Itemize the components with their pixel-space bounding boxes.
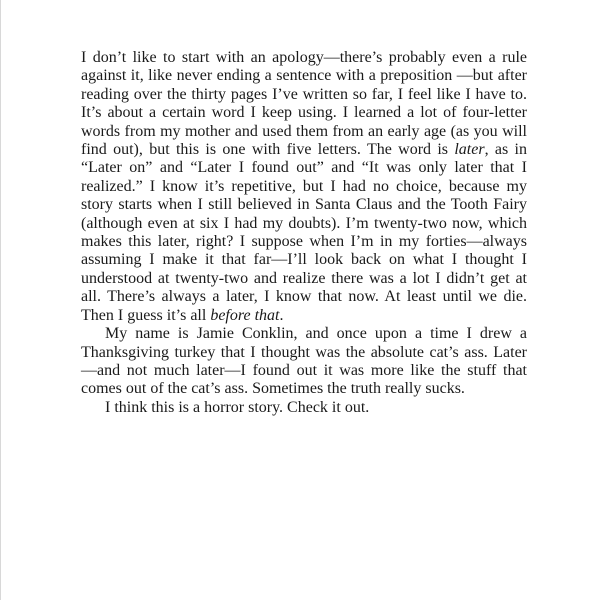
text-line — [81, 215, 527, 233]
text-line — [81, 344, 527, 362]
text-segment: , as in — [484, 141, 528, 159]
text-line — [81, 49, 527, 67]
body-text — [81, 49, 527, 417]
text-line — [81, 159, 527, 177]
text-segment: I don’t like to start with an apology—there’s probably even a rule — [81, 49, 527, 66]
text-line — [81, 307, 527, 325]
text-segment: It’s about a certain word I keep using. I learned a lot of four-letter — [81, 104, 527, 122]
text-line — [81, 67, 527, 85]
text-segment: I think this is a horror story. Check it out. — [105, 398, 370, 416]
text-line — [81, 380, 527, 398]
text-segment: Thanksgiving turkey that I thought was the absolute cat’s ass. Later — [81, 343, 527, 361]
text-segment: reading over the thirty pages I’ve written so far, I feel like I have to. — [81, 85, 527, 103]
text-segment: all. There’s always a later, I know that now. At least until we die. — [81, 288, 527, 306]
text-line — [81, 288, 527, 306]
text-line — [81, 178, 527, 196]
text-segment: Then I guess it’s all — [81, 306, 211, 324]
text-segment: story starts when I still believed in Santa Claus and the Tooth Fairy — [81, 196, 527, 214]
text-segment: makes this later, right? I suppose when I’m in my forties—always — [81, 233, 527, 251]
text-line — [81, 123, 527, 141]
text-segment: find out), but this is one with five letters. The word is — [81, 141, 455, 159]
text-segment: —and not much later—I found out it was more like the stuff that — [81, 361, 527, 379]
text-line — [81, 399, 527, 417]
text-segment: words from my mother and used them from an early age (as you will — [81, 122, 527, 140]
text-segment: “Later on” and “Later I found out” and “It was only later that I — [81, 159, 527, 177]
text-segment: assuming I make it that far—I’ll look back on what I thought I — [81, 251, 527, 269]
text-line — [81, 104, 527, 122]
text-segment: realized.” I know it’s repetitive, but I had no choice, because my — [81, 177, 527, 195]
text-line — [81, 86, 527, 104]
text-line — [81, 325, 527, 343]
text-line — [81, 196, 527, 214]
text-segment: . — [279, 306, 284, 324]
text-line — [81, 251, 527, 269]
italic-text: later — [454, 141, 485, 159]
text-segment: My name is Jamie Conklin, and once upon a time I drew a — [105, 325, 527, 343]
text-line — [81, 141, 527, 159]
text-line — [81, 233, 527, 251]
text-segment: against it, like never ending a sentence with a preposition —but after — [81, 67, 527, 85]
text-line — [81, 362, 527, 380]
text-line — [81, 270, 527, 288]
italic-text: before that — [210, 306, 280, 324]
text-segment: understood at twenty-two and realize there was a lot I didn’t get at — [81, 269, 527, 287]
text-segment: comes out of the cat’s ass. Sometimes the truth really sucks. — [81, 380, 465, 398]
text-segment: (although even at six I had my doubts). I’m twenty-two now, which — [81, 214, 527, 232]
